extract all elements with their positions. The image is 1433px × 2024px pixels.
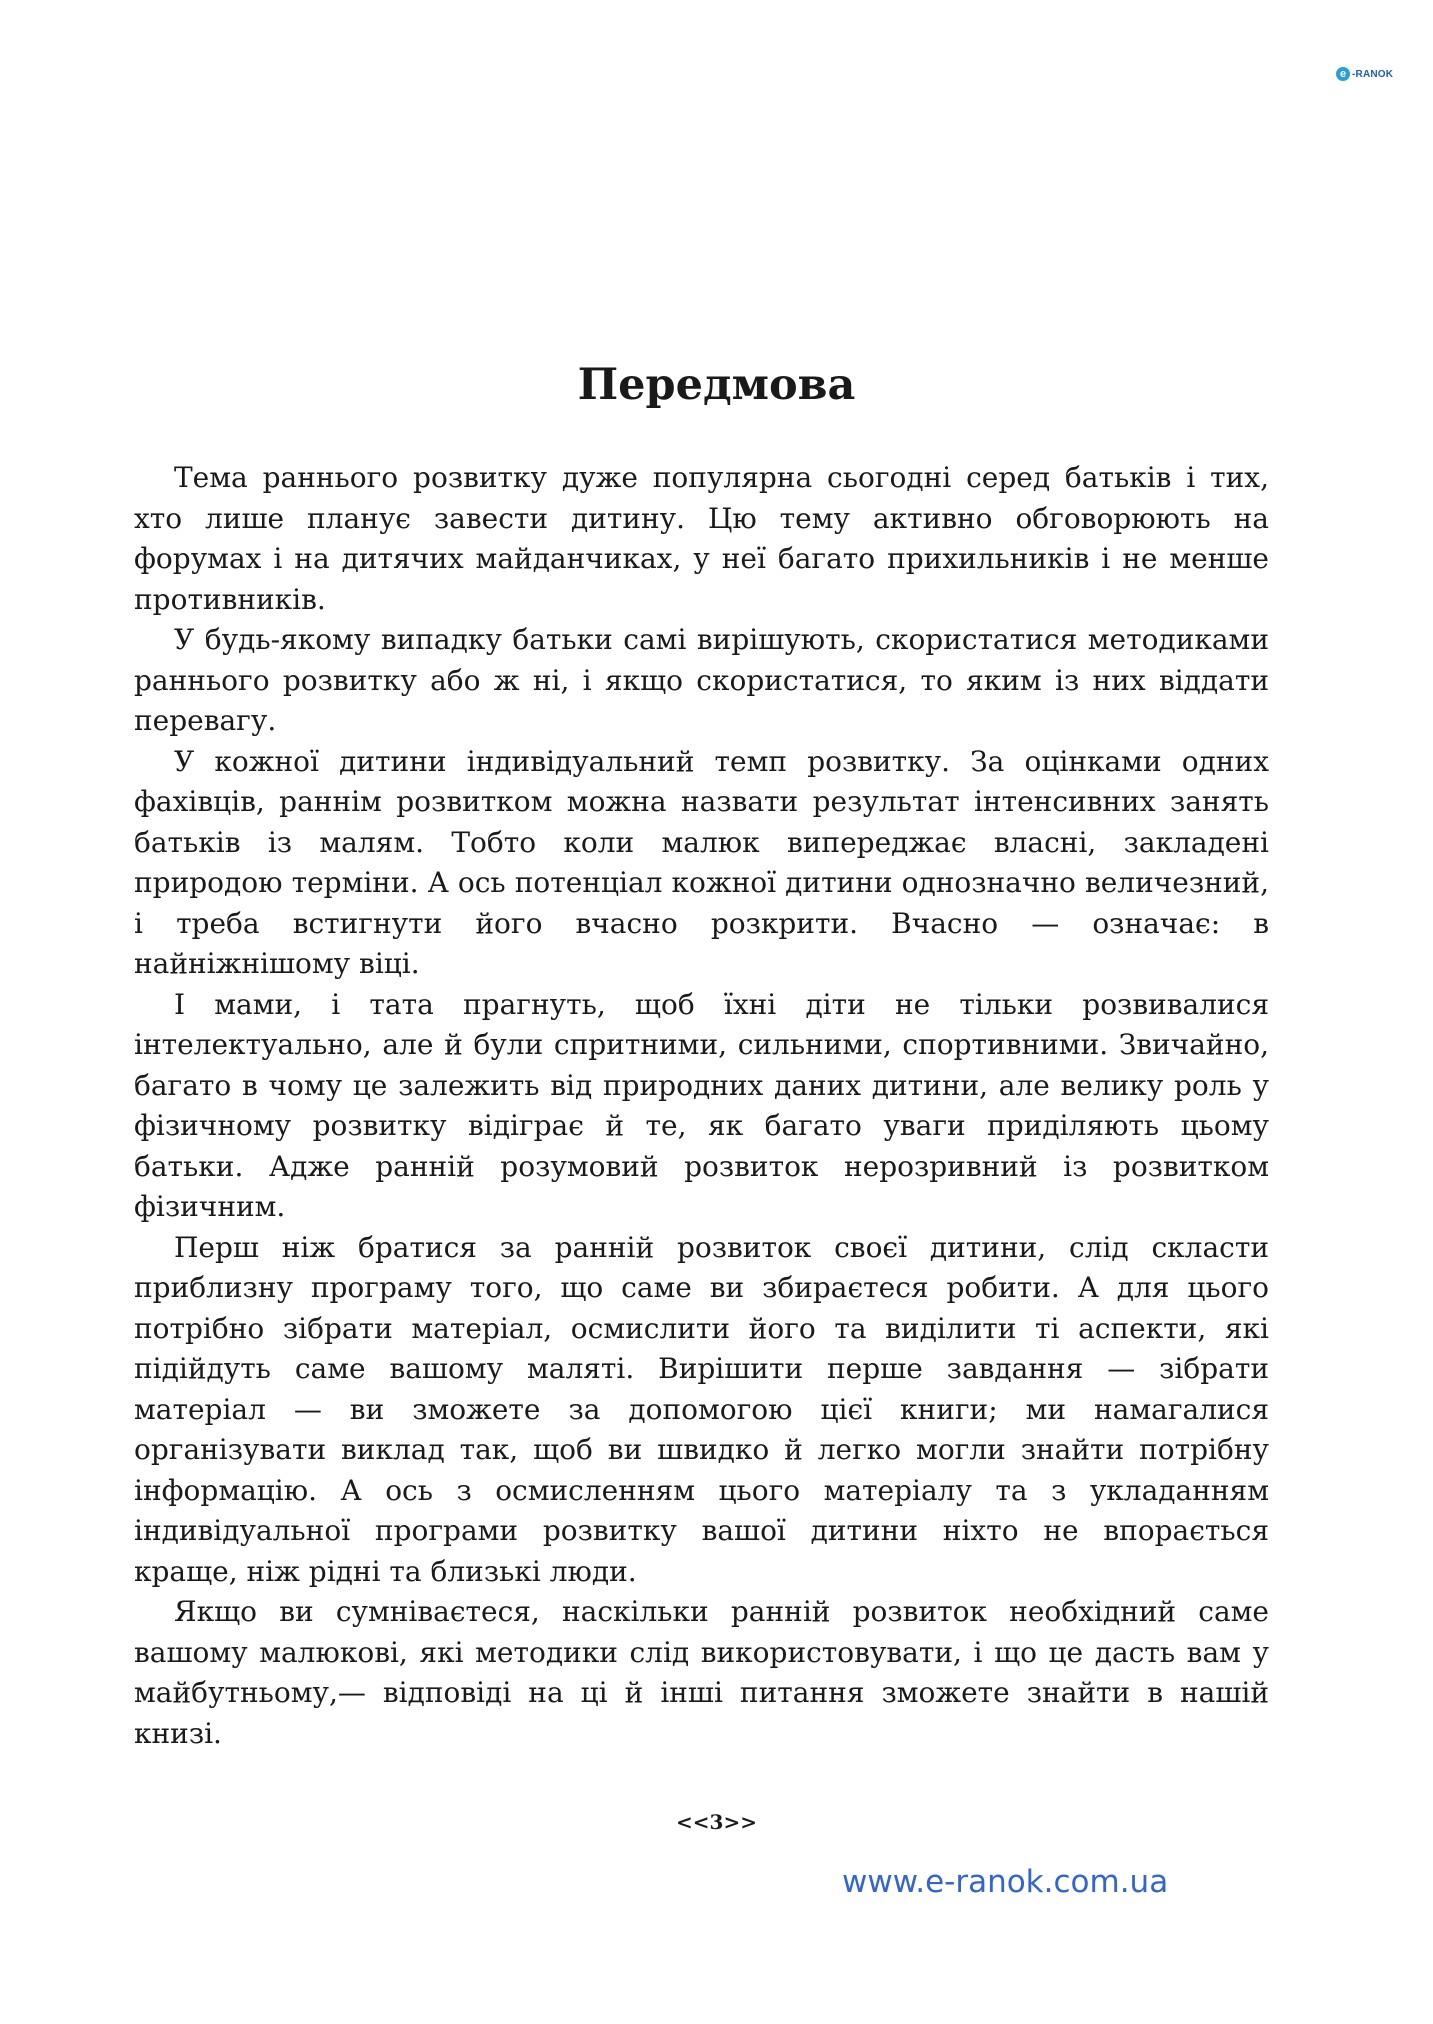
paragraph-4: І мами, і тата прагнуть, щоб їхні діти не тільки розвивалися інтелектуально, але й були спритними, сильними, спортивними. Звичайно, багато в чому це залежить від природних даних дитини, але велику роль у фізичному розвитку відіграє й те, як багато уваги приділяють цьому батьки. Адже ранній розумовий розвиток нерозривний із розвитком фізичним.: [134, 987, 1269, 1223]
footer-url-link[interactable]: www.e-ranok.com.ua: [842, 1864, 1169, 1900]
paragraph-1: Тема раннього розвитку дуже популярна сьогодні серед батьків і тих, хто лише планує завести дитину. Цю тему активно обговорюють на форумах і на дитячих майданчиках, у неї багато прихильників і не менше противників.: [134, 461, 1269, 616]
body-text: [134, 458, 1269, 1754]
page-title: Передмова: [577, 360, 856, 410]
paragraph-5: Перш ніж братися за ранній розвиток своєї дитини, слід скласти приблизну програму того, що саме ви збираєтеся робити. А для цього потрібно зібрати матеріал, осмислити його та виділити ті аспекти, які підійдуть саме вашому маляті. Вирішити перше завдання — зібрати матеріал — ви зможете за допомогою цієї книги; ми намагалися організувати виклад так, щоб ви швидко й легко могли знайти потрібну інформацію. А ось з осмисленням цього матеріалу та з укладанням індивідуальної програми розвитку вашої дитини ніхто не впорається краще, ніж рідні та близькі люди.: [134, 1230, 1269, 1588]
logo-text: -RANOK: [1352, 68, 1394, 80]
paragraph-6: Якщо ви сумніваєтеся, наскільки ранній розвиток необхідний саме вашому малюкові, які методики слід використовувати, і що це дасть вам у майбутньому,— відповіді на ці й інші питання зможете знайти в нашій книзі.: [134, 1595, 1269, 1750]
page-number: <<3>>: [676, 1810, 757, 1834]
paragraph-3: У кожної дитини індивідуальний темп розвитку. За оцінками одних фахівців, раннім розвитком можна назвати результат інтенсивних занять батьків із малям. Тобто коли малюк випереджає власні, закладені природою терміни. А ось потенціал кожної дитини однозначно величезний, і треба встигнути його вчасно розкрити. Вчасно — означає: в найніжнішому віці.: [134, 744, 1269, 980]
paragraph-2: У будь-якому випадку батьки самі вирішують, скористатися методиками раннього розвитку або ж ні, і якщо скористатися, то яким із них віддати перевагу.: [134, 623, 1269, 737]
publisher-logo: [1336, 66, 1402, 82]
logo-mark: e: [1336, 67, 1350, 81]
